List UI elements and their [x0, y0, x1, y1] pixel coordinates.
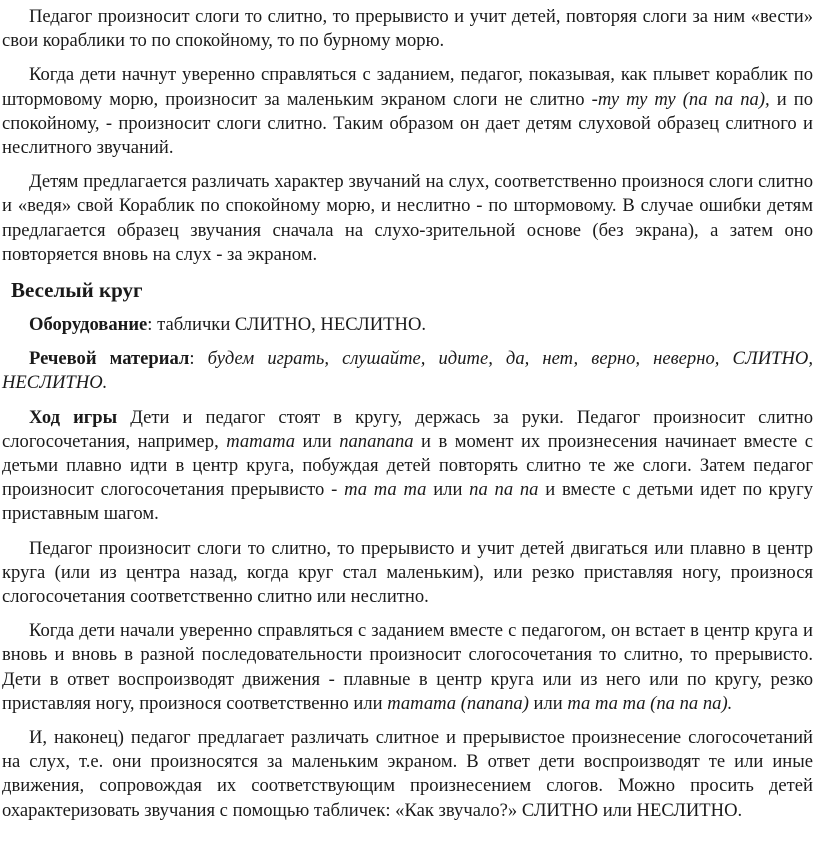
paragraph-intro: Педагог произносит слоги то слитно, то прерывисто и учит детей, повторяя слоги за ним «вести» свои кораблики то по спокойному, то по бурному морю. — [2, 6, 813, 52]
italic-syllables: -ту ту ту (па па па), — [591, 88, 770, 110]
paragraph-final: И, наконец) педагог предлагает различать слитное и прерывистое произнесение слогосочетаний на слух, т.е. они произносятся за маленьким экраном. В ответ дети воспроизводят те или иные движения, сопровождая их соответствующим произнесением слогов. Можно просить детей охарактеризовать звучания с помощью табличек: «Как звучало?» СЛИТНО или НЕСЛИТНО. — [2, 727, 813, 821]
paragraph-stormy-sea — [2, 63, 813, 160]
text-run: или — [295, 430, 340, 452]
italic-syllables: па па па — [469, 479, 539, 501]
section-heading: Веселый круг — [11, 278, 143, 303]
speech-material-label: Речевой материал — [29, 348, 190, 370]
italic-syllables: татата (папапа) — [387, 692, 529, 714]
text-run: или — [528, 692, 568, 714]
italic-syllables: та та та — [344, 479, 427, 501]
text-run: и по спокойному, - произносит слоги слитно. Таким образом он дает детям слуховой образец слитного и неслитного звучаний. — [2, 88, 814, 159]
equipment-text: : таблички СЛИТНО, НЕСЛИТНО. — [147, 314, 427, 336]
text-run: Дети и педагог стоят в кругу, держась за руки. Педагог произносит слитно слогосочетания, например, — [2, 406, 814, 452]
text-run: или — [426, 479, 470, 501]
paragraph-movement: Педагог произносит слоги то слитно, то прерывисто и учит детей двигаться или плавно в центр круга (или из центра назад, когда круг стал маленьким), или резко приставляя ногу, произнося слогосочетания соответственно слитно или неслитно. — [2, 537, 813, 608]
text-run: Когда дети начнут уверенно справляться с заданием, педагог, показывая, как плывет кораблик по штормовому морю, произносит за маленьким экраном слоги не слитно — [2, 64, 813, 110]
equipment-label: Оборудование — [29, 314, 148, 336]
italic-syllables: папапапа — [339, 430, 414, 452]
game-course-label: Ход игры — [29, 406, 118, 428]
speech-colon: : — [189, 348, 208, 370]
text-run: и в момент их произнесения начинает вместе с детьми плавно идти в центр круга, побуждая детей повторять слитно те же слоги. Затем педагог произносит слогосочетания прерывисто - — [2, 430, 813, 501]
paragraph-confident — [2, 619, 813, 716]
paragraph-equipment — [2, 313, 813, 337]
text-run: и вместе с детьми идет по кругу приставным шагом. — [2, 479, 813, 525]
speech-material-text: будем играть, слушайте, идите, да, нет, верно, неверно, СЛИТНО, НЕСЛИТНО. — [2, 348, 813, 394]
paragraph-game-course — [2, 406, 813, 527]
italic-syllables: та та та (па па па). — [567, 692, 733, 714]
paragraph-speech-material — [2, 347, 813, 395]
italic-syllables: татата — [226, 430, 296, 452]
paragraph-distinguish: Детям предлагается различать характер звучаний на слух, соответственно произнося слоги слитно и «ведя» свой Кораблик по спокойному морю, и неслитно - по штормовому. В случае ошибки детям предлагается образец звучания сначала на слухо-зрительной основе (без экрана), а затем оно повторяется вновь на слух - за экраном. — [2, 171, 813, 265]
text-run: Когда дети начали уверенно справляться с заданием вместе с педагогом, он встает в центр круга и вновь и вновь в разной последовательности произносит слогосочетания то слитно, то прерывисто. Дети в ответ воспроизводят движения - плавные в центр круга или из него или по кругу, резко приставляя ногу, произнося соответственно или — [2, 620, 813, 714]
